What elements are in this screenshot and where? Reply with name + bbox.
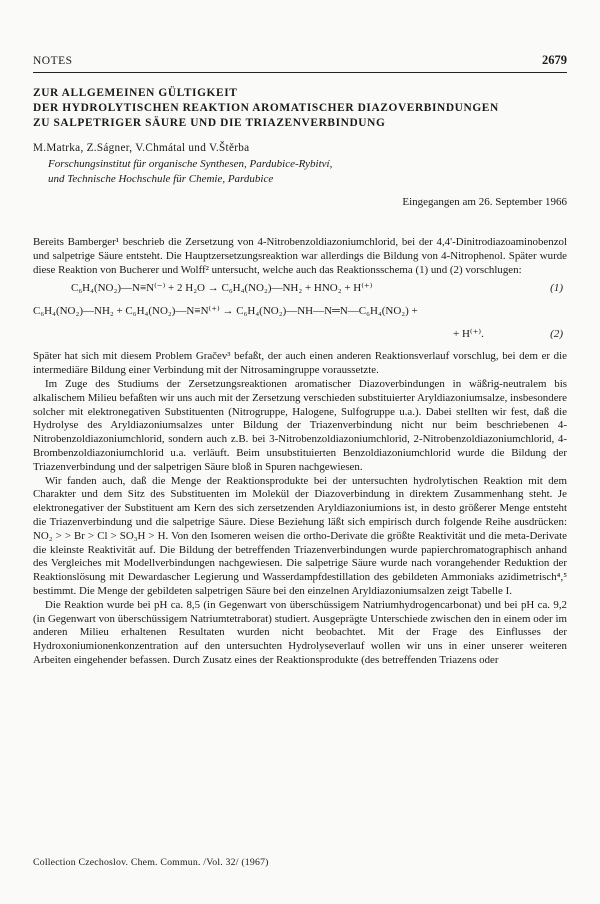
received-date: Eingegangen am 26. September 1966 (402, 196, 567, 208)
running-header (33, 52, 567, 73)
equation-2b (33, 323, 567, 346)
equation-2-continuation: + H⁽⁺⁾. (453, 328, 484, 341)
paragraph-2: Später hat sich mit diesem Problem Gračev³ befaßt, der auch einen anderen Reaktionsverlauf vorschlug, bei dem er die intermediäre Bildung einer Verbindung mit der Nitrosamingruppe voraussetzte. (33, 350, 567, 377)
equation-2a (33, 300, 567, 323)
title-line-1: ZUR ALLGEMEINEN GÜLTIGKEIT (33, 87, 238, 99)
affiliation-line-2: und Technische Hochschule für Chemie, Pardubice (48, 172, 274, 185)
equation-2-expression: C₆H₄(NO₂)—NH₂ + C₆H₄(NO₂)—N≡N⁽⁺⁾ → C₆H₄(NO₂)—NH—N═N—C₆H₄(NO₂) + (33, 305, 418, 318)
affiliation-line-1: Forschungsinstitut für organische Synthesen, Pardubice-Rybitví, (48, 158, 333, 170)
paragraph-3: Im Zuge des Studiums der Zersetzungsreaktionen aromatischer Diazoverbindungen in wäßrig-neutralem bis alkalischem Milieu befaßten wir uns auch mit der Zersetzung verschieden substituierter Aryldiazoniumsalze, insbesondere solcher mit elektronegativen Substituenten (Nitrogruppe, Halogene, Sulfogruppe u.a.). Dabei stellten wir fest, daß die Hydrolyse des Aryldiazoniumsalzes unter Bildung der Triazenverbindung nicht nur beim beschriebenen 4-Nitrobenzoldiazoniumchlorid, sondern auch z.B. bei 3-Nitrobenzoldiazoniumchlorid, 2-Nitrobenzoldiazoniumchlorid, 4-Brombenzoldiazoniumchlorid u.a. verläuft. Beim unsubstituierten Benzoldiazoniumchlorid wurde die Bildung der Triazenverbindung und der salpetrigen Säure bloß in Spuren nachgewiesen. (33, 377, 567, 473)
article-title (33, 86, 580, 131)
equation-1-expression: C₆H₄(NO₂)—N≡N⁽⁻⁾ + 2 H₂O → C₆H₄(NO₂)—NH₂ + HNO₂ + H⁽⁺⁾ (71, 282, 373, 295)
paragraph-5: Die Reaktion wurde bei pH ca. 8,5 (in Gegenwart von überschüssigem Natriumhydrogencarbonat) und bei pH ca. 9,2 (in Gegenwart von überschüssigem Natriumtetraborat) studiert. Ausgeprägte Unterschiede zwischen den in einem oder im anderen Milieu erhaltenen Resultaten wurden nicht beobachtet. Mit der Frage des Einflusses der Hydroxoniumionenkonzentration auf den untersuchten Hydrolyseverlauf wollen wir uns in einer unserer weiteren Arbeiten eingehender befassen. Durch Zusatz eines der Reaktionsprodukte (des betreffenden Triazens oder (33, 598, 567, 666)
article-body (33, 236, 567, 668)
paragraph-1: Bereits Bamberger¹ beschrieb die Zersetzung von 4-Nitrobenzoldiazoniumchlorid, bei der 4,4'-Dinitrodiazoaminobenzol und salpetrige Säure entsteht. Die Hauptzersetzungsreaktion war allerdings die Bildung von 4-Nitrophenol. Später wurde diese Reaktion von Bucherer und Wolff² untersucht, welche auch das Reaktionsschema (1) und (2) vorschlugen: (33, 236, 567, 276)
authors: M.Matrka, Z.Ságner, V.Chmátal und V.Štěrba (33, 142, 250, 154)
equation-1-number: (1) (550, 282, 563, 295)
affiliation (48, 157, 332, 186)
journal-footer: Collection Czechoslov. Chem. Commun. /Vol. 32/ (1967) (33, 857, 269, 868)
page-number: 2679 (542, 53, 567, 67)
title-line-3: ZU SALPETRIGER SÄURE UND DIE TRIAZENVERBINDUNG (33, 117, 386, 129)
paragraph-4: Wir fanden auch, daß die Menge der Reaktionsprodukte bei der untersuchten hydrolytischen Reaktion mit dem Charakter und dem Sitz des Substituenten im Molekül der Diazoverbindung in direktem Zusammenhang steht. Je elektronegativer der Substituent am Kern des sich zersetzenden Aryldiazoniumions ist, in desto größerer Menge entsteht die Triazenverbindung und die salpetrige Säure. Diese Beziehung läßt sich empirisch durch folgende Reihe ausdrücken: NO₂ > > Br > Cl > SO₃H > H. Von den Isomeren weisen die ortho-Derivate die größte Reaktivität und die meta-Derivate die kleinste Reaktivität auf. Die Bildung der betreffenden Triazenverbindungen wurde papierchromatographisch anhand des Vergleiches mit Modellverbindungen nachgewiesen. Die salpetrige Säure wurde nach vorangehender Reduktion der Reaktionslösung mit Dewardascher Legierung und Wasserdampfdestillation des gebildeten Ammoniaks azidimetrisch⁴,⁵ bestimmt. Die Menge der gebildeten salpetrigen Säure bei den einzelnen Aryldiazoniumsalzen zeigt Tabelle I. (33, 474, 567, 597)
section-label: NOTES (33, 55, 73, 67)
equation-1 (33, 277, 567, 300)
title-line-2: DER HYDROLYTISCHEN REAKTION AROMATISCHER DIAZOVERBINDUNGEN (33, 102, 499, 114)
equation-2-number: (2) (550, 328, 563, 341)
